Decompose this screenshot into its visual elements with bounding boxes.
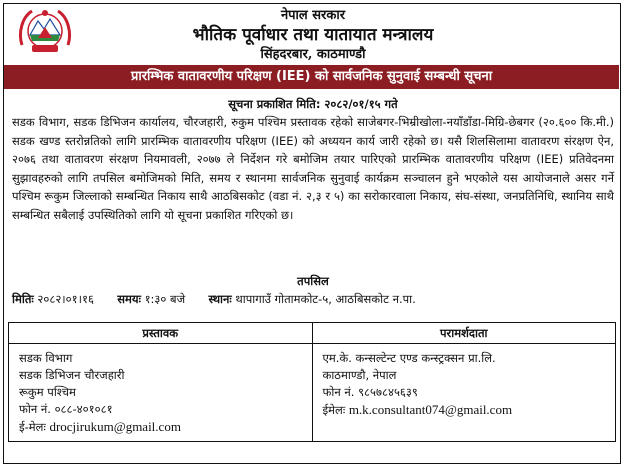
contact-table: [8, 322, 616, 442]
date-value: २०८२।०१।१६: [37, 292, 94, 306]
consultant-phone: फोन नं. ९८५७८४५६३९: [322, 385, 418, 399]
proponent-email-label: ई-मेलः: [19, 420, 46, 434]
consultant-header: परामर्शदाता: [312, 323, 616, 344]
place-value: थापागाउँ गोतामकोट-५, आठबिसकोट न.पा.: [235, 292, 416, 306]
ministry-name: भौतिक पूर्वाधार तथा यातायात मन्त्रालय: [192, 25, 434, 45]
proponent-email[interactable]: drocjirukum@gmail.com: [49, 419, 181, 434]
proponent-line1: सडक विभाग: [19, 351, 73, 365]
proponent-line2: सडक डिभिजन चौरजहारी: [19, 368, 125, 382]
date-label: मितिः: [12, 292, 34, 306]
schedule-heading: तपसिल: [297, 274, 329, 288]
publish-date: सूचना प्रकाशित मिति: २०८२/०१/१५ गते: [228, 97, 398, 111]
ministry-address: सिंहदरबार, काठमाण्डौ: [260, 47, 366, 62]
proponent-cell: [9, 344, 313, 442]
consultant-email-label: ईमेलः: [322, 403, 346, 417]
time-value: १:३० बजे: [144, 292, 186, 306]
consultant-line2: काठमाण्डौ, नेपाल: [322, 368, 397, 382]
notice-title-banner: प्रारम्भिक वातावरणीय परिक्षण (IEE) को सार्वजनिक सुनुवाई सम्बन्धी सूचना: [4, 65, 619, 89]
gov-name: नेपाल सरकार: [280, 8, 346, 23]
consultant-cell: [312, 344, 616, 442]
consultant-email[interactable]: m.k.consultant074@gmail.com: [348, 402, 513, 417]
proponent-email-row: [19, 418, 306, 436]
proponent-phone: फोन नं. ०८८-४०१०८१: [19, 402, 113, 416]
place-label: स्थानः: [208, 292, 232, 306]
notice-body: सडक विभाग, सडक डिभिजन कार्यालय, चौरजहारी, रुकुम पश्चिम प्रस्तावक रहेको साजेबगर-भिम्रीखोला-नयाँडाँडा-मिग्रि-छेबगर (२०.६०० कि.मी.) सडक खण्ड स्तरोन्नतिको लागि प्रारम्भिक वातावरणीय परिक्षण (IEE) को अध्ययन कार्य जारी रहेको छ। यसै शिलसिलामा वातावरण संरक्षण ऐन, २०७६ तथा वातावरण संरक्षण नियमावली, २०७७ ले निर्देशन गरे बमोजिम तयार पारिएको प्रारम्भिक वातावरणीय परिक्षण (IEE) प्रतिवेदनमा सुझावहरुको लागि तपसिल बमोजिमको मिति, समय र स्थानमा सार्वजनिक सुनुवाई कार्यक्रम सञ्चालन हुने भएकोले यस आयोजनाले असर गर्ने पश्चिम रूकुम जिल्लाको सम्बन्धित निकाय साथै आठबिसकोट (वडा नं. २,३ र ५) का सरोकारवाला निकाय, संघ-संस्था, जनप्रतिनिधि, स्थानिय साथै सम्बन्धित सबैलाई उपस्थितिको लागि यो सूचना प्रकाशित गरिएको छ।: [12, 115, 614, 222]
proponent-line3: रूकुम पश्चिम: [19, 385, 76, 399]
proponent-header: प्रस्तावक: [9, 323, 313, 344]
time-label: समयः: [117, 292, 141, 306]
consultant-email-row: [323, 401, 610, 419]
consultant-line1: एम.के. कन्सल्टेन्ट एण्ड कन्स्ट्रक्सन प्रा.लि.: [322, 351, 496, 365]
schedule-row: [12, 292, 612, 307]
